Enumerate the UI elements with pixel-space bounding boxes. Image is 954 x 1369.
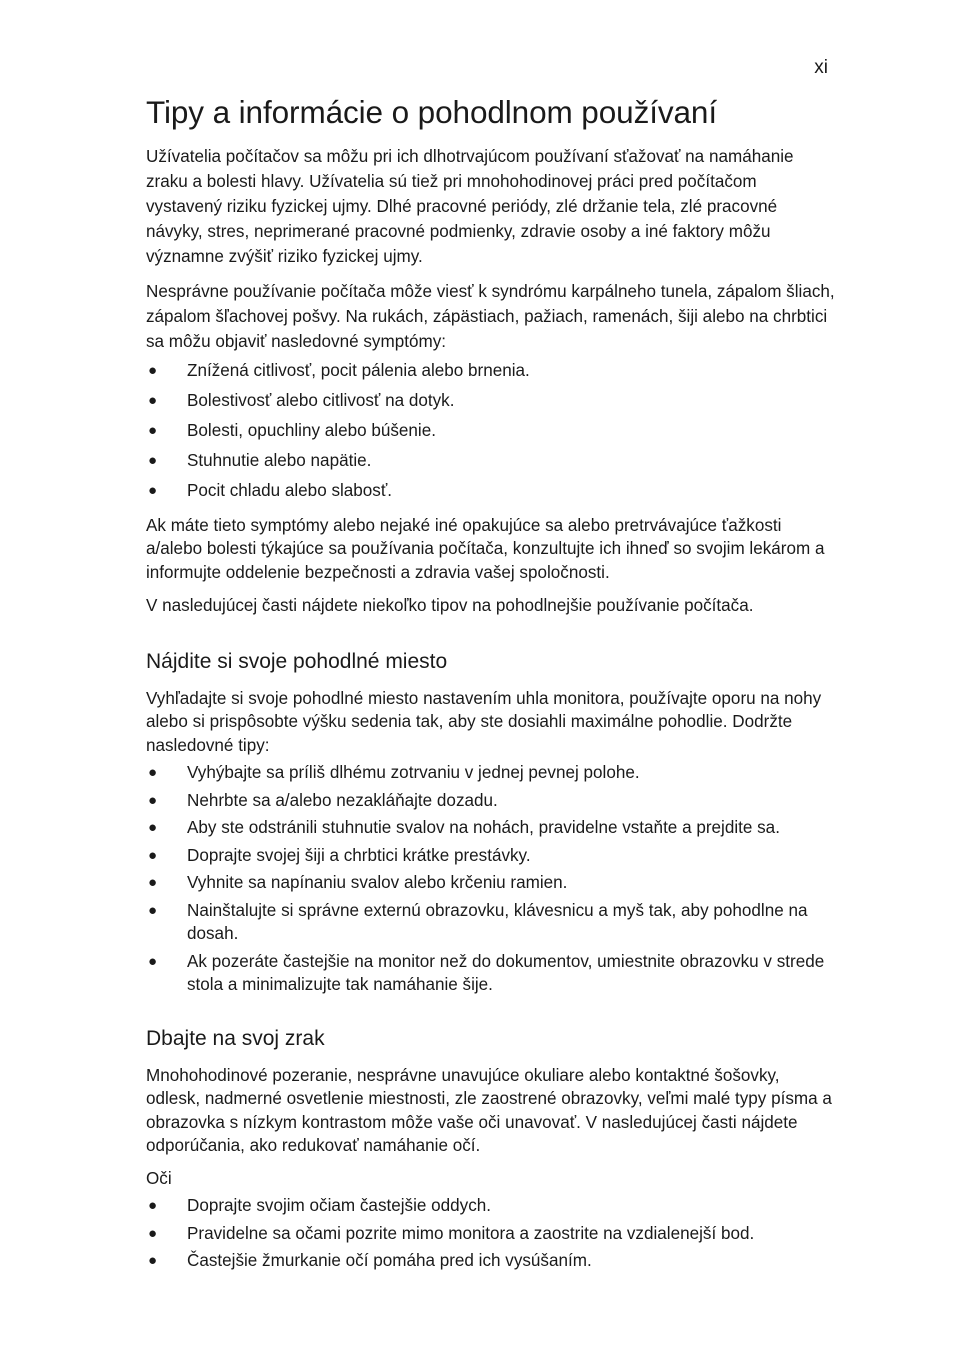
eyes-tips-list — [146, 1194, 836, 1273]
bullet-icon: ● — [148, 952, 158, 970]
list-item: ● Vyhnite sa napínaniu svalov alebo krčeniu ramien. — [146, 871, 836, 895]
after-symptoms-paragraph-2: V nasledujúcej časti nájdete niekoľko tipov na pohodlnejšie používanie počítača. — [146, 596, 754, 615]
list-item: ● Aby ste odstránili stuhnutie svalov na nohách, pravidelne vstaňte a prejdite sa. — [146, 816, 836, 840]
bullet-icon: ● — [148, 1252, 158, 1269]
list-item: ● Nehrbte sa a/alebo nezakláňajte dozadu. — [146, 789, 836, 813]
after-symptoms-paragraph-1: Ak máte tieto symptómy alebo nejaké iné opakujúce sa alebo pretrvávajúce ťažkosti a/alebo bolesti týkajúce sa používania počítača, konzultujte ich ihneď so svojim lekárom a informujte oddelenie bezpečnosti a zdravia vašej spoločnosti. — [146, 515, 825, 582]
section-heading-eyes: Dbajte na svoj zrak — [146, 1026, 325, 1050]
bullet-icon: ● — [148, 846, 158, 864]
list-item: ● Bolesti, opuchliny alebo búšenie. — [146, 419, 836, 443]
symptoms-list — [146, 359, 836, 503]
bullet-icon: ● — [148, 874, 158, 891]
list-item: ● Bolestivosť alebo citlivosť na dotyk. — [146, 389, 836, 413]
bullet-icon: ● — [148, 791, 158, 809]
section-eyes-subheading: Oči — [146, 1168, 172, 1188]
bullet-icon: ● — [148, 452, 158, 469]
intro-paragraph-1: Užívatelia počítačov sa môžu pri ich dlhotrvajúcom používaní sťažovať na namáhanie zraku a bolesti hlavy. Užívatelia sú tiež pri mnohohodinovej práci pred počítačom vystavený riziku fyzickej ujmy. Dlhé pracovné periódy, zlé držanie tela, zlé pracovné návyky, stres, neprimerané pracovné podmienky, zdravie osoby a iné faktory môžu významne zvýšiť riziko fyzickej ujmy. — [146, 147, 794, 266]
intro-paragraph-2: Nesprávne používanie počítača môže viesť k syndrómu karpálneho tunela, zápalom šliach, zápalom šľachovej pošvy. Na rukách, zápästiach, pažiach, ramenách, šiji alebo na chrbtici sa môžu objaviť nasledovné symptómy: — [146, 282, 835, 351]
list-item: ● Vyhýbajte sa príliš dlhému zotrvaniu v jednej pevnej polohe. — [146, 761, 836, 785]
list-item: ● Doprajte svojej šiji a chrbtici krátke prestávky. — [146, 844, 836, 868]
page-title: Tipy a informácie o pohodlnom používaní — [146, 94, 718, 130]
section-eyes-text: Mnohohodinové pozeranie, nesprávne unavujúce okuliare alebo kontaktné šošovky, odlesk, nadmerné osvetlenie miestnosti, zle zaostrené obrazovky, veľmi malé typy písma a obrazovka s nízkym kontrastom môže vaše oči unavovať. V nasledujúcej časti nájdete odporúčania, ako redukovať namáhanie očí. — [146, 1065, 832, 1155]
list-item: ● Pocit chladu alebo slabosť. — [146, 479, 836, 503]
bullet-icon: ● — [148, 482, 158, 499]
list-item: ● Znížená citlivosť, pocit pálenia alebo brnenia. — [146, 359, 836, 383]
section-heading-comfort: Nájdite si svoje pohodlné miesto — [146, 649, 448, 673]
list-item: ● Častejšie žmurkanie očí pomáha pred ich vysúšaním. — [146, 1249, 836, 1273]
bullet-icon: ● — [148, 1197, 158, 1214]
list-item: ● Nainštalujte si správne externú obrazovku, klávesnicu a myš tak, aby pohodlne na dosah. — [148, 900, 808, 943]
bullet-icon: ● — [148, 362, 158, 379]
document-page — [146, 92, 836, 1273]
page-number: xi — [814, 57, 828, 78]
bullet-icon: ● — [148, 1224, 158, 1242]
list-item: ● Doprajte svojim očiam častejšie oddych. — [146, 1194, 836, 1218]
bullet-icon: ● — [148, 901, 158, 919]
list-item: ● Ak pozeráte častejšie na monitor než do dokumentov, umiestnite obrazovku v strede stola a minimalizujte tak namáhanie šije. — [148, 951, 825, 994]
section-comfort-text: Vyhľadajte si svoje pohodlné miesto nastavením uhla monitora, používajte oporu na nohy alebo si prispôsobte výšku sedenia tak, aby ste dosiahli maximálne pohodlie. Dodržte nasledovné tipy: — [146, 688, 822, 755]
list-item: ● Stuhnutie alebo napätie. — [146, 449, 836, 473]
comfort-tips-list — [146, 761, 836, 997]
bullet-icon: ● — [148, 392, 158, 409]
list-item: ● Pravidelne sa očami pozrite mimo monitora a zaostrite na vzdialenejší bod. — [146, 1222, 836, 1246]
bullet-icon: ● — [148, 819, 158, 836]
bullet-icon: ● — [148, 764, 158, 781]
bullet-icon: ● — [148, 422, 158, 439]
